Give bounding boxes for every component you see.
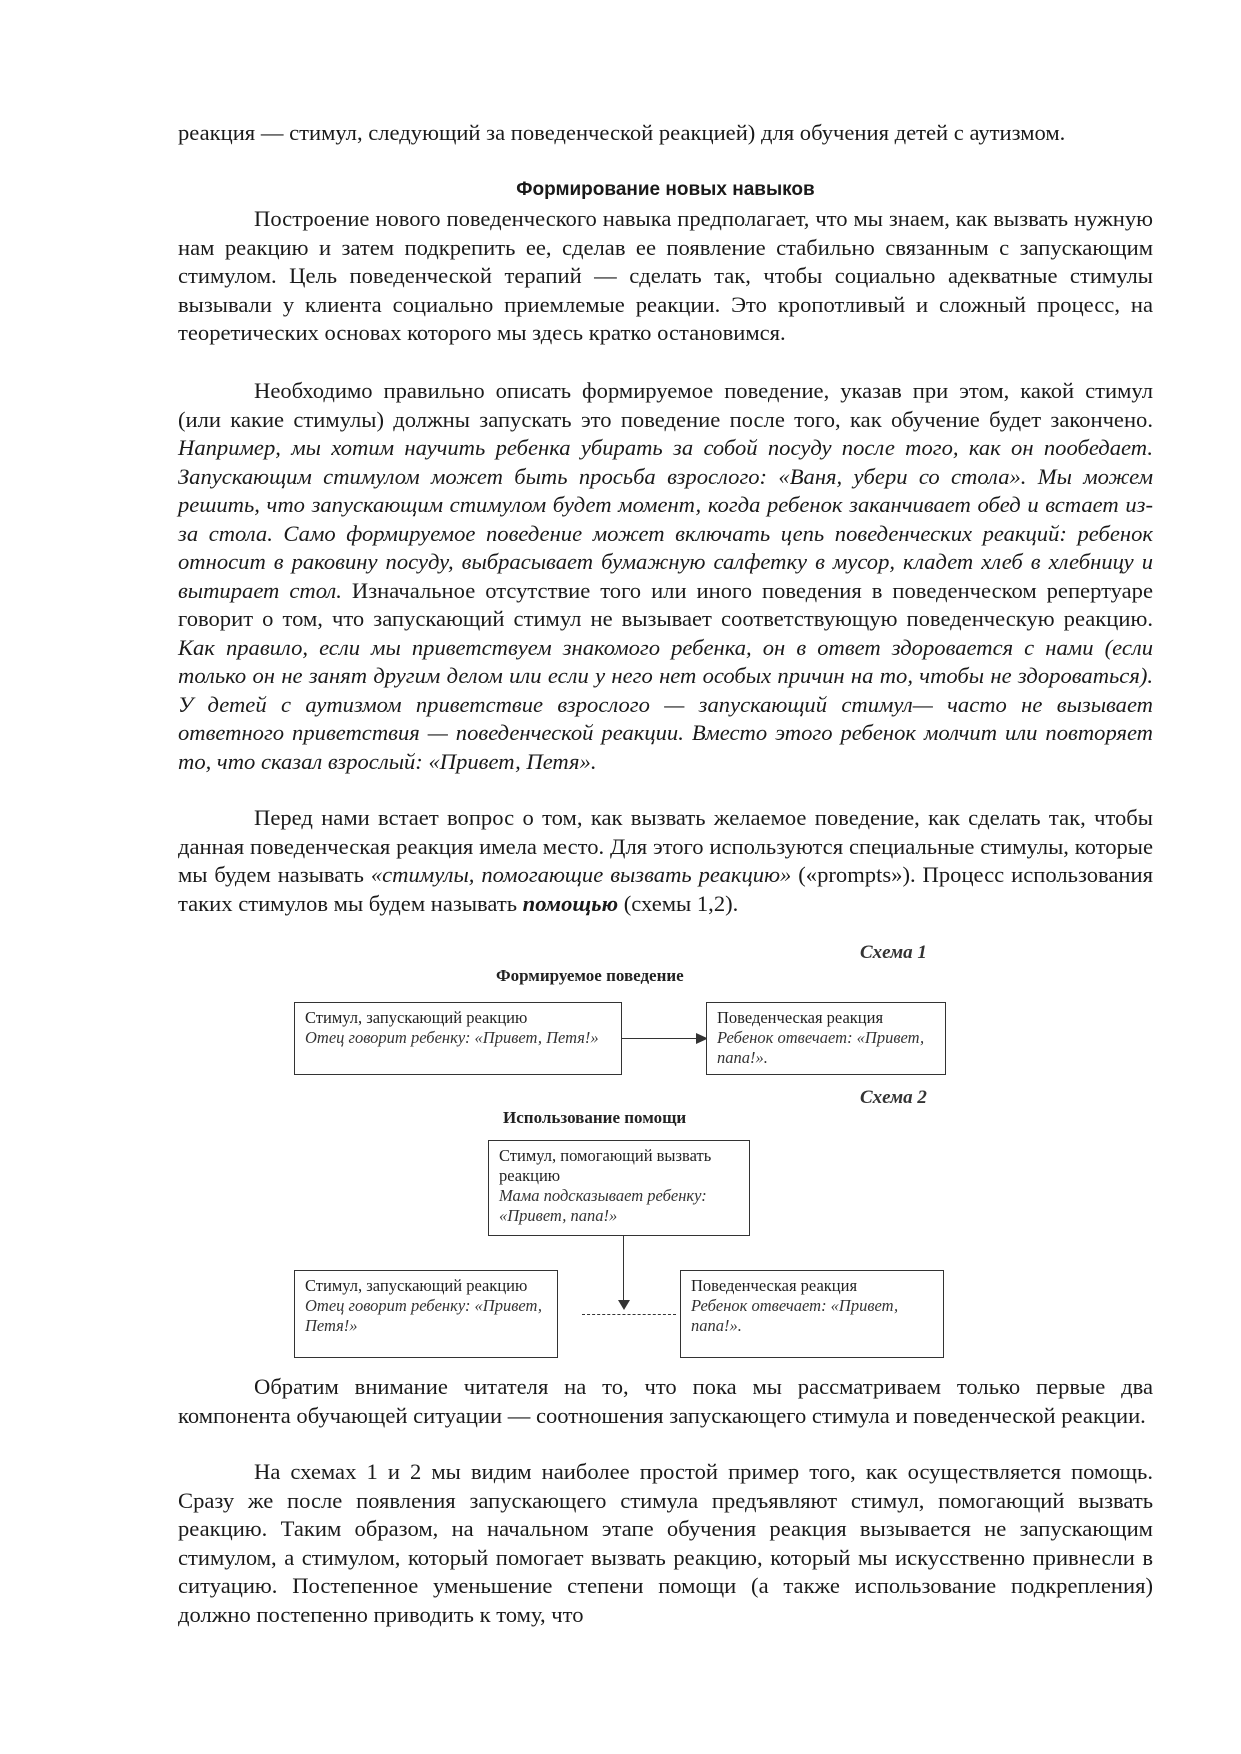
help-term: помощью [522,890,619,916]
scheme-1-stimulus-box [294,1002,622,1075]
scheme-2-stimulus-box [294,1270,558,1358]
scheme-2-reaction-heading: Поведенческая реакция [691,1276,858,1295]
scheme-2-reaction-example: Ребенок отвечает: «Привет, папа!». [691,1296,899,1335]
section-heading: Формирование новых навыков [516,179,815,200]
paragraph-3 [178,804,1153,918]
paragraph-3-text-1: Перед нами встает вопрос о том, как вызвать желаемое поведение, как сделать так, чтобы данная поведенческая реакция имела место. Для этого используются специальные стимулы, которые мы будем называть [178,805,1153,887]
paragraph-2-example-2: Как правило, если мы приветствуем знакомого ребенка, он в ответ здоровается с нами (если только он не занят другим делом или если у него нет особых причин на то, чтобы не здороваться). У детей с аутизмом приветствие взрослого — запускающий стимул— часто не вызывает ответного приветствия — поведенческой реакции. Вместо этого ребенок молчит или повторяет то, что сказал взрослый: «Привет, Петя». [178,634,1153,774]
paragraph-2-example-1: Например, мы хотим научить ребенка убирать за собой посуду после того, как он пообедает. Запускающим стимулом может быть просьба взрослого: «Ваня, убери со стола». Мы можем решить, что запускающим стимулом будет момент, когда ребенок заканчивает обед и встает из-за стола. Само формируемое поведение может включать цепь поведенческих реакций: ребенок относит в раковину посуду, выбрасывает бумажную салфетку в мусор, кладет хлеб в хлебницу и вытирает стол. [178,435,1153,603]
paragraph-2-text-2: Изначальное отсутствие того или иного поведения в поведенческом репертуаре говорит о том, что запускающий стимул не вызывает соответствующую поведенческую реакцию. [178,577,1154,631]
scheme-2-reaction-box [680,1270,944,1358]
scheme-1-reaction-example: Ребенок отвечает: «Привет, папа!». [717,1028,925,1067]
intro-paragraph: реакция — стимул, следующий за поведенческой реакцией) для обучения детей с аутизмом. [178,120,1066,145]
scheme-2-prompt-box [488,1140,750,1236]
scheme-1-reaction-box [706,1002,946,1075]
scheme-1-arrow-line [622,1038,700,1039]
paragraph-3-text-3: (схемы 1,2). [618,890,739,916]
scheme-1-label: Схема 1 [860,942,927,963]
paragraph-1: Построение нового поведенческого навыка предполагает, что мы знаем, как вызвать нужную нам реакцию и затем подкрепить ее, сделав ее появление стабильно связанным с запускающим стимулом. Цель поведенческой терапий — сделать так, чтобы социально адекватные стимулы вызывали у клиента социально приемлемые реакции. Это кропотливый и сложный процесс, на теоретических основах которого мы здесь кратко остановимся. [178,206,1153,345]
scheme-1-stimulus-heading: Стимул, запускающий реакцию [305,1008,528,1027]
paragraph-4: Обратим внимание читателя на то, что пока мы рассматриваем только первые два компонента обучающей ситуации — соотношения запускающего стимула и поведенческой реакции. [178,1374,1153,1428]
scheme-2-prompt-heading: Стимул, помогающий вызвать реакцию [499,1146,712,1185]
scheme-2-prompt-example: Мама подсказывает ребенку: «Привет, папа!» [499,1186,707,1225]
scheme-2-title: Использование помощи [503,1108,687,1127]
scheme-2-stimulus-heading: Стимул, запускающий реакцию [305,1276,528,1295]
scheme-2-label: Схема 2 [860,1087,927,1108]
paragraph-3-text-2: («prompts»). Процесс использования таких стимулов мы будем называть [178,862,1154,916]
scheme-2-stimulus-example: Отец говорит ребенку: «Привет, Петя!» [305,1296,542,1335]
paragraph-2 [178,377,1153,776]
scheme-2-arrow-head [618,1300,630,1310]
scheme-1-title: Формируемое поведение [496,966,684,985]
prompts-term: «стимулы, помогающие вызвать реакцию» [370,862,792,887]
paragraph-2-text-1: Необходимо правильно описать формируемое поведение, указав при этом, какой стимул (или какие стимулы) должны запускать это поведение после того, как обучение будет закончено. [178,378,1153,432]
scheme-1-reaction-heading: Поведенческая реакция [717,1008,884,1027]
scheme-2-vertical-line [623,1236,624,1302]
paragraph-5: На схемах 1 и 2 мы видим наиболее простой пример того, как осуществляется помощь. Сразу же после появления запускающего стимула предъявляют стимул, помогающий вызвать реакцию. Таким образом, на начальном этапе обучения реакция вызывается не запускающим стимулом, а стимулом, который помогает вызвать реакцию, который мы искусственно привнесли в ситуацию. Постепенное уменьшение степени помощи (а также использование подкрепления) должно постепенно приводить к тому, что [178,1459,1153,1627]
scheme-1-stimulus-example: Отец говорит ребенку: «Привет, Петя!» [305,1028,599,1047]
scheme-2-dashed-line [582,1314,676,1315]
